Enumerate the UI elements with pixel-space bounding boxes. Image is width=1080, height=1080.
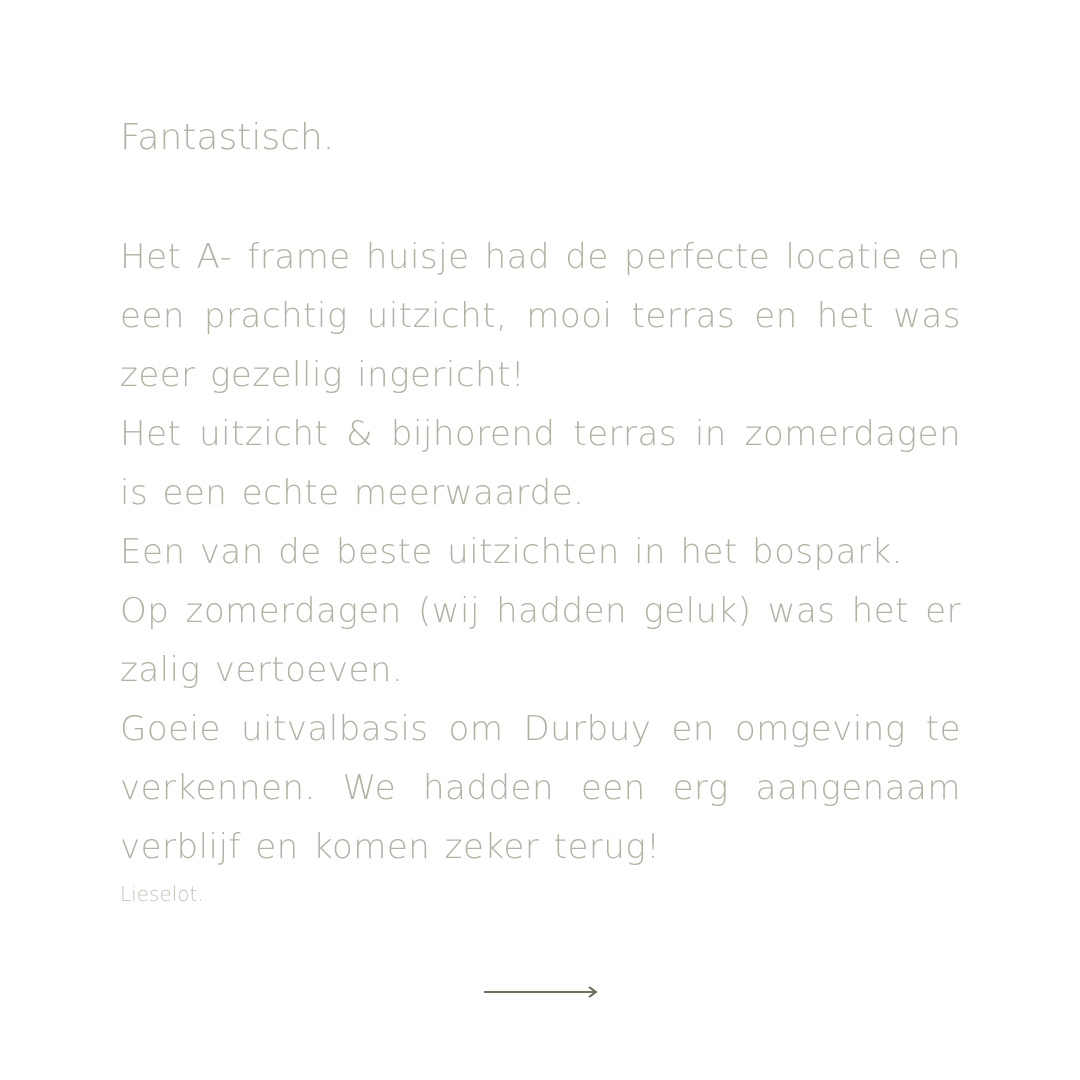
spacer xyxy=(120,166,961,228)
review-paragraph-3: Een van de beste uitzichten in het bospark. xyxy=(120,532,904,572)
review-author: Lieselot. xyxy=(120,882,204,906)
review-title: Fantastisch. xyxy=(120,117,335,158)
review-paragraph-1: Het A- frame huisje had de perfecte locatie en een prachtig uitzicht, mooi terras en het was zeer gezellig ingericht! xyxy=(120,237,961,395)
arrow-right-icon[interactable] xyxy=(484,984,598,1000)
review-content xyxy=(120,110,961,909)
review-paragraph-5: Goeie uitvalbasis om Durbuy en omgeving te verkennen. We hadden een erg aangenaam verblijf en komen zeker terug! xyxy=(120,709,961,867)
review-paragraph-2: Het uitzicht & bijhorend terras in zomerdagen is een echte meerwaarde. xyxy=(120,414,961,513)
review-paragraph-4: Op zomerdagen (wij hadden geluk) was het er zalig vertoeven. xyxy=(120,591,961,690)
